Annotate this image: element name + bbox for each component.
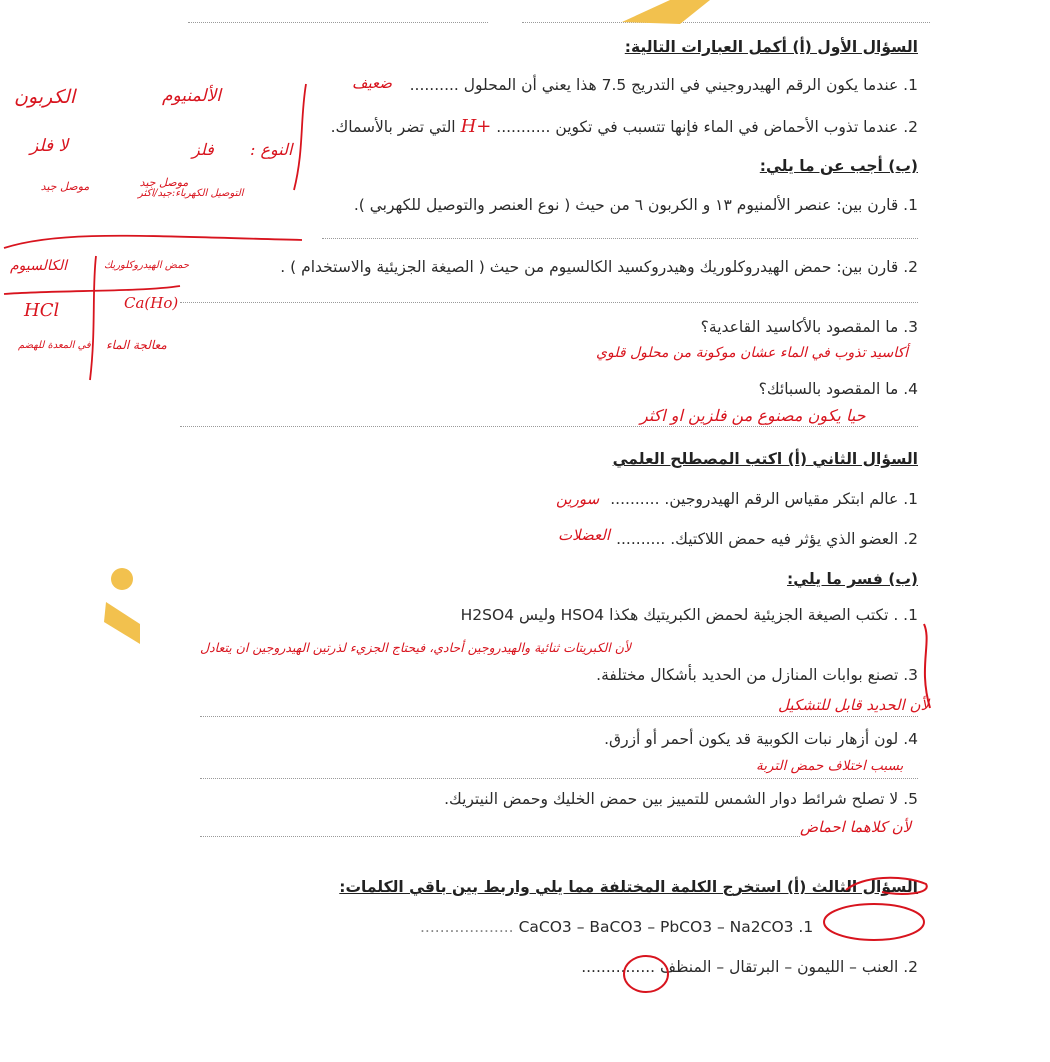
q2-b1 [461,606,918,624]
q3-item2-circle [620,952,676,998]
note-carbon-type: لا فلز [30,136,69,156]
q2-b3-answer-line [200,716,918,717]
q1-b4-answer-line [180,426,918,427]
q2-b1-answer: لأن الكبريتات ثنائية والهيدروجين أحادي، فيحتاج الجزيء لذرتين الهيدروجين ان يتعادل [200,640,632,655]
yellow-corner-shape [600,0,720,24]
q2-b1-mid: وليس [519,606,556,624]
q1-item1 [410,76,918,94]
q1-b1-answer-line [322,238,918,239]
q1-item1-text: 1. عندما يكون الرقم الهيدروجيني في التدريج 7.5 هذا يعني أن المحلول .......... [409,76,918,94]
note-acid-label: حمض الهيدروكلوريك [104,260,190,271]
q2-b1-formula1: HSO4 [560,606,605,624]
note-col2: الكربون [14,86,76,108]
note-use-base: في المعدة للهضم [18,340,91,351]
note-type-label: النوع : [250,140,293,159]
q1-title: السؤال الأول (أ) أكمل العبارات التالية: [624,38,918,56]
q2-b4-answer: بسبب اختلاف حمض التربة [756,758,904,774]
note-formula-acid: HCl [24,300,60,321]
q2-item2: 2. العضو الذي يؤثر فيه حمض اللاكتيك. .......... [616,530,918,548]
q3-item1-dots: ................... [420,918,514,936]
q2-b4-answer-line [200,778,918,779]
q2-b5-answer: لأن كلاهما احماض [800,818,912,836]
q2-title: السؤال الثاني (أ) اكتب المصطلح العلمي [612,450,918,468]
q3-item1-circle [818,900,928,946]
q1-b-title: (ب) أجب عن ما يلي: [759,157,918,175]
q2-answer-bracket [910,622,940,712]
note-cond-label: التوصيل الكهرباء:جيد/اكثر [138,188,244,199]
q1-b2: 2. قارن بين: حمض الهيدروكلوريك وهيدروكسيد الكالسيوم من حيث ( الصيغة الجزيئية والاستخدام ) . [280,258,918,276]
q3-title-scribble [842,870,932,900]
q2-b3-answer: لأن الحديد قابل للتشكيل [778,696,930,714]
note-formula-base: Ca(Ho) [124,294,179,312]
q1-b4-answer: حيا يكون مصنوع من فلزين او اكثر [640,406,866,425]
yellow-side-decoration [100,566,144,644]
q2-b1-pre: 1. . تكتب الصيغة الجزيئية لحمض الكبريتيك هكذا [609,606,918,624]
q2-b5: 5. لا تصلح شرائط دوار الشمس للتمييز بين حمض الخليك وحمض النيتريك. [444,790,918,808]
q1-item1-answer: ضعيف [352,74,393,92]
q2-b-title: (ب) فسر ما يلي: [787,570,918,588]
q1-b1: 1. قارن بين: عنصر الألمنيوم ١٣ و الكربون ٦ من حيث ( نوع العنصر والتوصيل للكهربي ). [353,196,918,214]
q3-item2: 2. العنب – الليمون – البرتقال – المنظف ............... [581,958,918,976]
top-dotted-line-left [188,22,488,23]
q1-b3: 3. ما المقصود بالأكاسيد القاعدية؟ [700,318,918,336]
top-dotted-line-right [522,22,930,23]
note-aluminum-cond: موصل جيد [139,176,189,189]
q1-item2-post: التي تضر بالأسماك. [330,118,456,136]
q3-title: السؤال الثالث (أ) استخرج الكلمة المختلفة مما يلي واربط بين باقي الكلمات: [339,878,918,896]
note-use-acid: معالجة الماء [106,338,167,352]
q2-item2-answer: العضلات [558,526,611,544]
q2-b5-answer-line [200,836,800,837]
q2-b3: 3. تصنع بوابات المنازل من الحديد بأشكال مختلفة. [596,666,918,684]
note-base-label: الكالسيوم [10,258,68,274]
note-aluminum-type: فلز [192,140,214,159]
q1-b4: 4. ما المقصود بالسبائك؟ [758,380,918,398]
q1-item2 [331,116,918,137]
q2-b1-formula2: H2SO4 [460,606,515,624]
note-carbon-cond: موصل جيد [40,180,90,193]
q1-b3-answer: أكاسيد تذوب في الماء عشان موكونة من محلول قلوي [596,345,909,361]
q3-item1-text: CaCO3 – BaCO3 – PbCO3 – Na2CO3 .1 [518,918,814,936]
q2-b4: 4. لون أزهار نبات الكوبية قد يكون أحمر أو أزرق. [604,730,918,748]
q2-item1-answer: سورين [556,490,600,508]
q2-item1: 1. عالم ابتكر مقياس الرقم الهيدروجين. .......... [610,490,918,508]
q1-item2-answer: H+ [460,116,492,137]
note-col1: الألمنيوم [162,86,221,106]
q1-item2-pre: 2. عندما تذوب الأحماض في الماء فإنها تتسبب في تكوين ........... [496,118,918,136]
note-bracket-top [0,80,320,400]
